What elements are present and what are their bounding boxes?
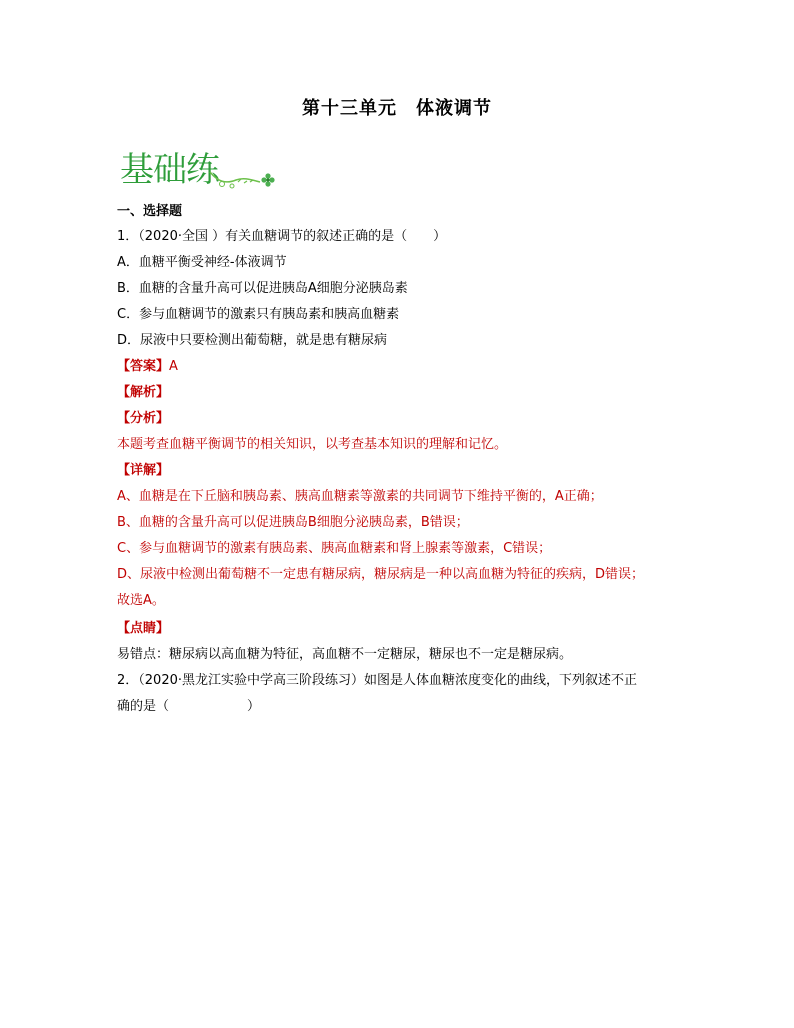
question-2-stem-cont: 确的是（ ）	[117, 699, 261, 714]
section-heading: 一、选择题	[117, 204, 183, 219]
answer-tag: 【答案】	[117, 359, 170, 374]
xiangjie-line: B、血糖的含量升高可以促进胰岛B细胞分泌胰岛素，B错误；	[117, 515, 469, 530]
answer-value: A	[169, 359, 178, 374]
fenxi-text: 本题考查血糖平衡调节的相关知识，以考查基本知识的理解和记忆。	[117, 437, 508, 452]
analysis-tag: 【解析】	[117, 385, 170, 400]
question-1-stem: 1．（2020·全国 ）有关血糖调节的叙述正确的是（ ）	[117, 229, 447, 244]
badge-label: 基础练	[120, 150, 219, 190]
dianjing-text: 易错点：糖尿病以高血糖为特征，高血糖不一定糖尿，糖尿也不一定是糖尿病。	[117, 647, 573, 662]
xiangjie-line: C、参与血糖调节的激素有胰岛素、胰高血糖素和肾上腺素等激素，C错误；	[117, 541, 552, 556]
xiangjie-tag: 【详解】	[117, 463, 170, 478]
page-title: 第十三单元 体液调节	[302, 98, 492, 119]
flower-icon	[261, 173, 274, 186]
xiangjie-line: D、尿液中检测出葡萄糖不一定患有糖尿病，糖尿病是一种以高血糖为特征的疾病，D错误；	[117, 567, 645, 582]
xiangjie-line: 故选A。	[117, 593, 165, 608]
answer-row	[117, 358, 178, 376]
section-badge	[118, 140, 278, 196]
fenxi-tag: 【分析】	[117, 411, 170, 426]
option-d: D．尿液中只要检测出葡萄糖，就是患有糖尿病	[117, 333, 388, 348]
option-c: C．参与血糖调节的激素只有胰岛素和胰高血糖素	[117, 307, 400, 322]
dianjing-tag: 【点睛】	[117, 621, 170, 636]
option-a: A．血糖平衡受神经-体液调节	[117, 255, 287, 270]
option-b: B．血糖的含量升高可以促进胰岛A细胞分泌胰岛素	[117, 281, 408, 296]
vine-decoration-icon	[118, 140, 278, 196]
question-2-stem: 2．（2020·黑龙江实验中学高三阶段练习）如图是人体血糖浓度变化的曲线，下列叙述不正	[117, 673, 637, 688]
xiangjie-line: A、血糖是在下丘脑和胰岛素、胰高血糖素等激素的共同调节下维持平衡的，A正确；	[117, 489, 603, 504]
